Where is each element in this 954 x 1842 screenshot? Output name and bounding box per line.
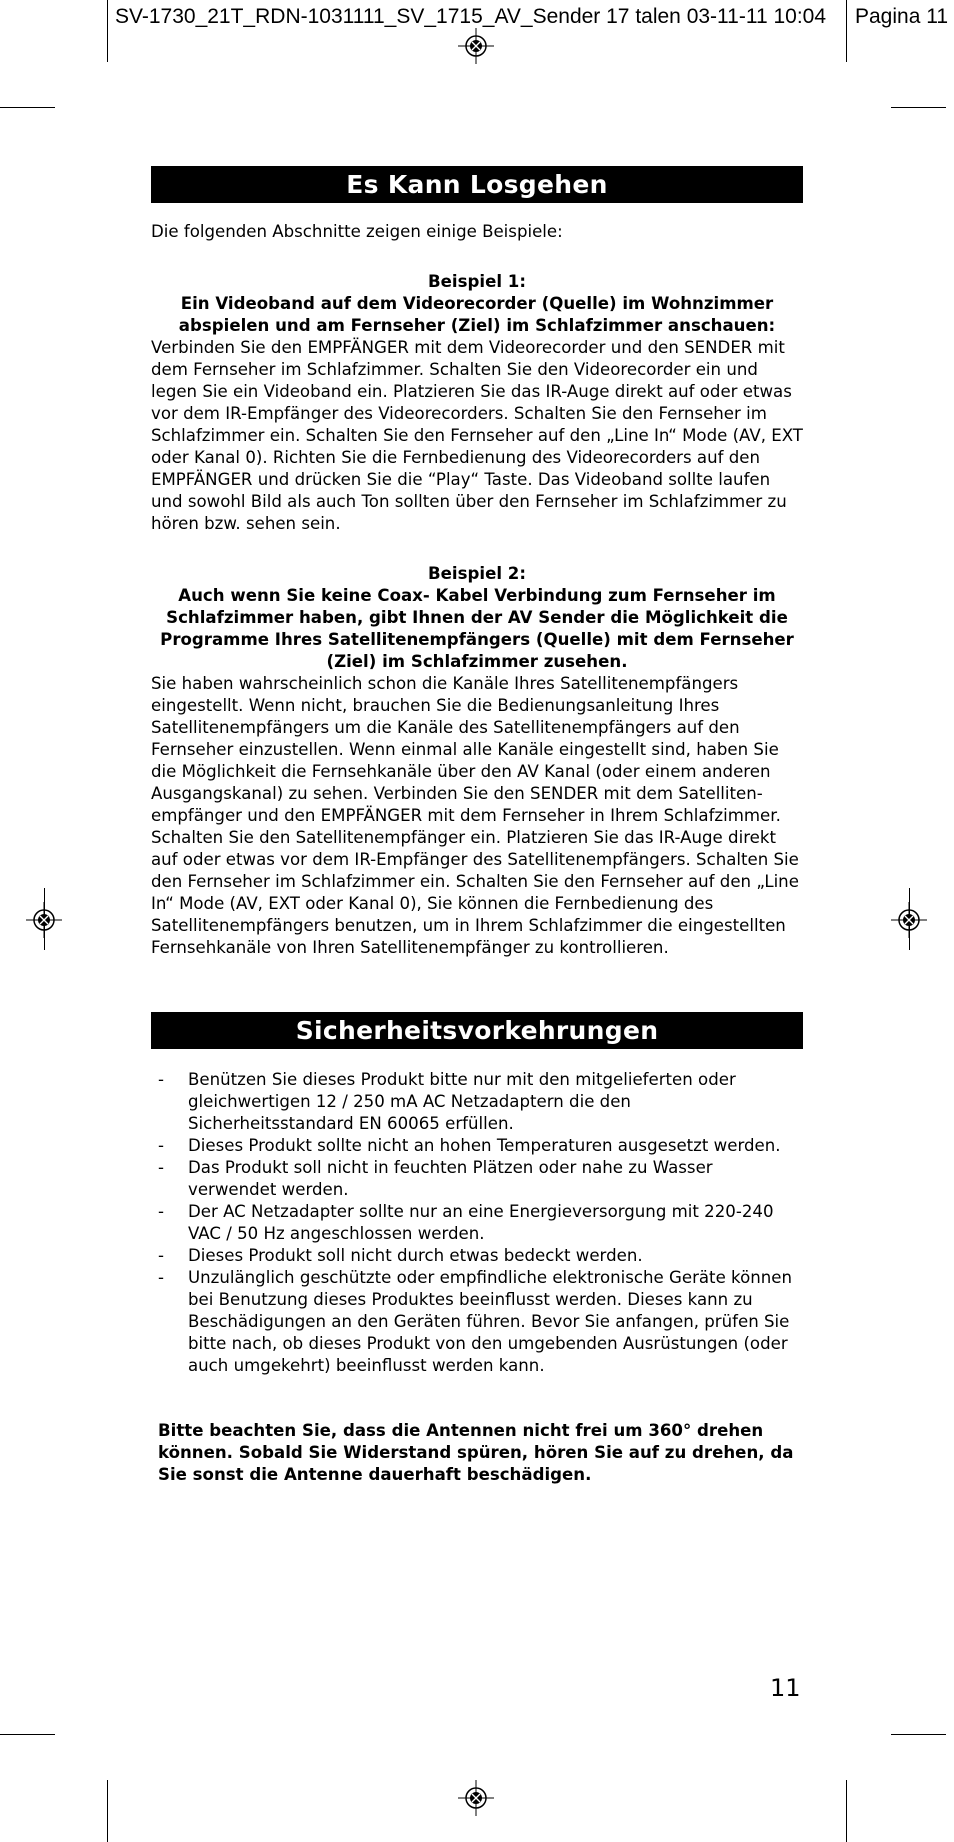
intro-text: Die folgenden Abschnitte zeigen einige Beispiele: [151, 222, 563, 241]
crop-mark-bottom-right-h [891, 1734, 946, 1735]
page-number: 11 [770, 1674, 801, 1702]
list-item [151, 1157, 803, 1201]
section-title-sicherheitsvorkehrungen: Sicherheitsvorkehrungen [151, 1012, 803, 1049]
antenna-warning: Bitte beachten Sie, dass die Antennen nicht frei um 360° drehen können. Sobald Sie Widerstand spüren, hören Sie auf zu drehen, da Sie sonst die Antenne dauerhaft beschädigen. [158, 1421, 794, 1484]
list-item-text: Dieses Produkt sollte nicht an hohen Temperaturen ausgesetzt werden. [188, 1136, 781, 1155]
example-2-text: Sie haben wahrscheinlich schon die Kanäle Ihres Satellitenempfängers eingestellt. Wenn nicht, brauchen Sie die Bedienungsanleitung Ihres Satellitenempfängers um die Kanäle des Satellitenempfängers auf den Fernseher einzustellen. Wenn einmal alle Kanäle eingestellt sind, haben Sie die Möglichkeit die Fernsehkanäle über den AV Kanal (oder einem anderen Ausgangskanal) zu sehen. Verbinden Sie den SENDER mit dem Satelliten-empfänger und den EMPFÄNGER mit dem Fernseher in Ihrem Schlafzimmer. Schalten Sie den Satellitenempfänger ein. Platzieren Sie das IR-Auge direkt auf oder etwas vor dem IR-Empfänger des Satellitenempfängers. Schalten Sie den Fernseher im Schlafzimmer ein. Schalten Sie den Fernseher auf den „Line In“ Mode (AV, EXT oder Kanal 0), Sie können die Fernbedienung des Satellitenempfängers benutzen, um in Ihrem Schlafzimmer die eingestellten Fernsehkanäle von Ihren Satellitenempfänger zu kontrollieren. [151, 674, 799, 957]
crop-mark-bottom-right-v [846, 1780, 847, 1842]
list-item [151, 1201, 803, 1245]
slug-divider-left [107, 0, 108, 62]
crop-mark-bottom-left-v [107, 1780, 108, 1842]
list-item-text: Benützen Sie dieses Produkt bitte nur mit den mitgelieferten oder gleichwertigen 12 / 250 mA AC Netzadaptern die den Sicherheitsstandard EN 60065 erfüllen. [188, 1070, 736, 1133]
example-1-text: Verbinden Sie den EMPFÄNGER mit dem Videorecorder und den SENDER mit dem Fernseher im Schlafzimmer. Schalten Sie den Videorecorder ein und legen Sie ein Videoband ein. Platzieren Sie das IR-Auge direkt auf oder etwas vor dem IR-Empfänger des Videorecorders. Schalten Sie den Fernseher im Schlafzimmer ein. Schalten Sie den Fernseher auf den „Line In“ Mode (AV, EXT oder Kanal 0). Richten Sie die Fernbedienung des Videorecorders auf den EMPFÄNGER und drücken Sie die “Play“ Taste. Das Videoband sollte laufen und sowohl Bild als auch Ton sollten über den Fernseher im Schlafzimmer zu hören bzw. sehen sein. [151, 338, 803, 533]
bullet-dash: - [158, 1136, 164, 1155]
slug-page-label: Pagina 11 [855, 5, 949, 28]
registration-mark-icon [891, 902, 927, 938]
page-content [151, 166, 803, 1503]
list-item [151, 1245, 803, 1267]
bullet-dash: - [158, 1070, 164, 1089]
list-item [151, 1069, 803, 1135]
crop-mark-top-left-h [0, 107, 55, 108]
bullet-dash: - [158, 1268, 164, 1287]
bullet-dash: - [158, 1202, 164, 1221]
example-2-heading: Auch wenn Sie keine Coax- Kabel Verbindung zum Fernseher im Schlafzimmer haben, gibt Ihnen der AV Sender die Möglichkeit die Programme Ihres Satellitenempfängers (Quelle) mit dem Fernseher (Ziel) im Schlafzimmer zusehen. [160, 586, 794, 671]
slug-divider-right [846, 0, 847, 62]
slug-job-info: SV-1730_21T_RDN-1031111_SV_1715_AV_Sender 17 talen 03-11-11 10:04 [115, 5, 827, 28]
list-item [151, 1135, 803, 1157]
example-1-title: Beispiel 1: [428, 272, 526, 291]
section-title-es-kann-losgehen: Es Kann Losgehen [151, 166, 803, 203]
list-item-text: Dieses Produkt soll nicht durch etwas bedeckt werden. [188, 1246, 643, 1265]
list-item-text: Der AC Netzadapter sollte nur an eine Energieversorgung mit 220-240 VAC / 50 Hz angeschlossen werden. [188, 1202, 774, 1243]
registration-mark-icon [458, 28, 494, 64]
list-item [151, 1267, 803, 1377]
crop-mark-bottom-left-h [0, 1734, 55, 1735]
crop-mark-top-right-h [891, 107, 946, 108]
safety-list [151, 1069, 803, 1377]
list-item-text: Unzulänglich geschützte oder empfindliche elektronische Geräte können bei Benutzung dieses Produktes beeinflusst werden. Dieses kann zu Beschädigungen an den Geräten führen. Bevor Sie anfangen, prüfen Sie bitte nach, ob dieses Produkt von den umgebenden Ausrüstungen (oder auch umgekehrt) beeinflusst werden kann. [188, 1268, 792, 1375]
bullet-dash: - [158, 1158, 164, 1177]
registration-mark-icon [458, 1780, 494, 1816]
list-item-text: Das Produkt soll nicht in feuchten Plätzen oder nahe zu Wasser verwendet werden. [188, 1158, 713, 1199]
registration-mark-icon [26, 902, 62, 938]
bullet-dash: - [158, 1246, 164, 1265]
example-1-heading: Ein Videoband auf dem Videorecorder (Quelle) im Wohnzimmer abspielen und am Fernseher (Ziel) im Schlafzimmer anschauen: [178, 294, 776, 335]
example-2-title: Beispiel 2: [428, 564, 526, 583]
